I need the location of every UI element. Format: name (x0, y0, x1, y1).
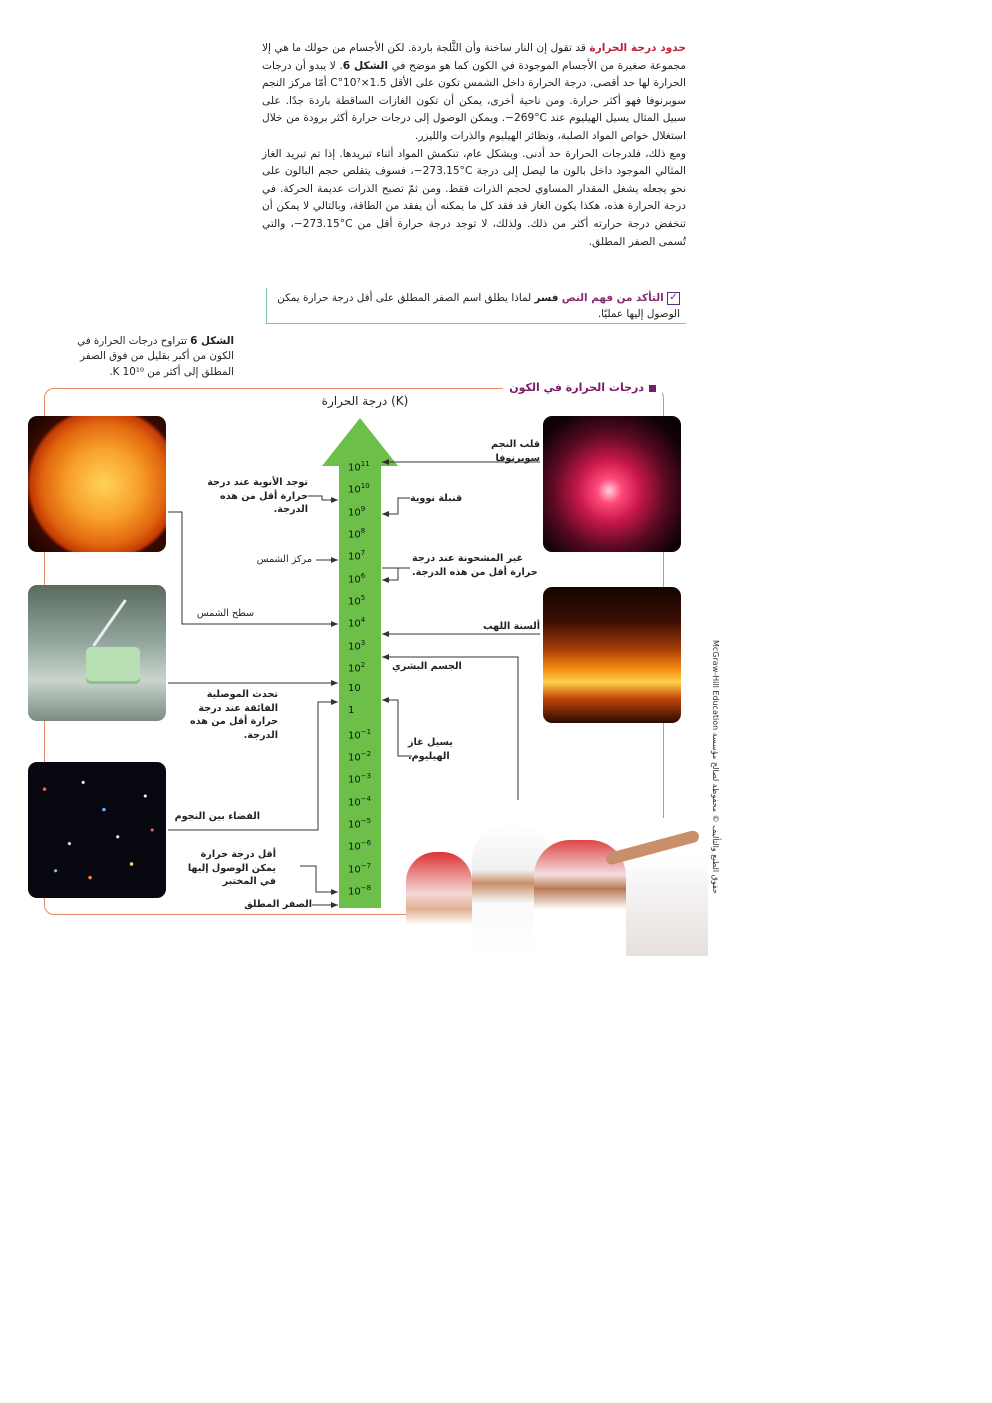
figure-caption-text: تتراوح درجات الحرارة في الكون من أكبر بقليل من فوق الصفر المطلق إلى أكثر من 10¹⁰ K. (77, 335, 234, 378)
label-plasma: غير المشحونة عند درجة حرارة أقل من هذه الدرجة. (412, 553, 538, 578)
tick-label: $10^5$ (348, 593, 366, 608)
label-interstellar: الفضاء بين النجوم (174, 811, 260, 822)
copyright-notice: حقوق الطبع والتأليف © محفوظة لصالح مؤسسة McGraw-Hill Education (711, 640, 720, 894)
axis-title: (K) درجة الحرارة (321, 394, 409, 408)
tick-label: $10^{-3}$ (348, 772, 372, 786)
tick-label: $10^{-6}$ (348, 839, 372, 853)
tick-label: $10^9$ (348, 504, 366, 518)
section-heading: حدود درجة الحرارة (589, 42, 686, 54)
tick-label: $10^{-5}$ (348, 817, 372, 831)
label-flame: ألسنة اللهب (482, 621, 540, 632)
label-human-body: الجسم البشري (392, 661, 462, 672)
tick-label: $10^7$ (348, 549, 366, 563)
tick-label: $10^{-4}$ (348, 794, 372, 809)
label-lowest-lab: أقل درجة حرارة يمكن الوصول إليها في المختبر (187, 849, 276, 887)
label-sun-center: مركز الشمس (256, 554, 312, 565)
reading-check-verb: فسر (534, 292, 559, 304)
label-sun-surface: سطح الشمس (196, 608, 254, 619)
tick-label: $10^6$ (348, 571, 366, 585)
tick-label: $10^{11}$ (348, 460, 370, 474)
leader-lab (300, 866, 338, 892)
label-nuclei: توجد الأنوية عند درجة حرارة أقل من هذه الدرجة. (207, 477, 308, 515)
tick-label: $10^{-2}$ (348, 750, 372, 764)
figure-caption-label: الشكل 6 (190, 335, 234, 347)
paragraph-2-text-b: إذا تم تبريد الغاز المثالي الموجود داخل بالون ما ليصل إلى درجة ‎−273.15°C‎، فسوف يتقلص حجم البالون على نحو يجعله يشغل المقدار المساوي لحجم الذرات فقط. ومن ثمّ تصبح الذرات عديمة الحركة. في درجة الحرارة هذه، هكذا يكون الغاز قد فقد كل ما يمكنه أن يفقد من الطاقة، وبالتالي لا يمكن أن تنخفض درجة حرارته أكثر من ذلك. ولذلك، لا توجد درجة حرارة أقل من ‎−273.15°C‎، والتي تُسمى الصفر المطلق. (262, 147, 686, 248)
tick-label: $10^2$ (348, 660, 366, 675)
label-absolute-zero: الصفر المطلق (244, 899, 312, 910)
label-helium: يسيل غاز الهيليوم. (408, 737, 453, 762)
tick-label: $10^{-1}$ (348, 727, 372, 742)
label-supernova: قلب النجم سوبرنوفا (491, 439, 540, 464)
tick-label: $10^8$ (348, 526, 366, 541)
tick-label: $10^4$ (348, 616, 366, 630)
label-superconductivity: تحدث الموصلية الفائقة عند درجة حرارة أقل من هذه الدرجة. (190, 689, 278, 741)
checkbox-icon: ✓ (667, 292, 680, 305)
label-nuclear-bomb: قنبلة نووية (410, 493, 463, 504)
leader-human (382, 657, 518, 800)
figure-reference: الشكل 6 (342, 59, 389, 72)
tick-label: $10^{-7}$ (348, 861, 372, 875)
reading-check-question: لماذا يطلق اسم الصفر المطلق على أقل درجة حرارة يمكن الوصول إليها عمليًا. (277, 292, 680, 320)
paragraph-1-text-2: . لا يبدو أن درجات الحرارة لها حد أقصى. درجة الحرارة داخل الشمس تكون على الأقل 1.5×10⁷°C أمّا مركز النجم سوبرنوفا فهو أكثر حرارة. ومن ناحية أخرى، يمكن أن تكون الغازات الساقطة باردة جدًا. على سبيل المثال يسيل الهيليوم عند ‎−269°C‎. ويمكن الوصول إلى درجات حرارة أكثر برودة من خلال استغلال خواص المواد الصلبة، ونظائر الهيليوم والذرات والليزر. (262, 59, 686, 142)
tick-label: $10^{10}$ (348, 482, 370, 496)
tick-label: $10^{-8}$ (348, 884, 372, 898)
paragraph-1-text: قد تقول إن النار ساخنة وأن الثَّلجة باردة. لكن الأجسام من حولك ما هي إلا مجموعة صغيرة من الأجسام الموجودة في الكون كما هو موضح في (262, 42, 686, 72)
tick-label: 1 (348, 705, 355, 717)
chart-title: درجات الحرارة في الكون (503, 381, 662, 394)
tick-label: 10 (348, 683, 361, 695)
paragraph-2-text-a: ومع ذلك، فلدرجات الحرارة حد أدنى. وبشكل عام، تنكمش المواد أثناء تبريدها. (339, 147, 686, 160)
reading-check-title: التأكد من فهم النص (561, 292, 664, 304)
tick-label: $10^3$ (348, 638, 366, 652)
